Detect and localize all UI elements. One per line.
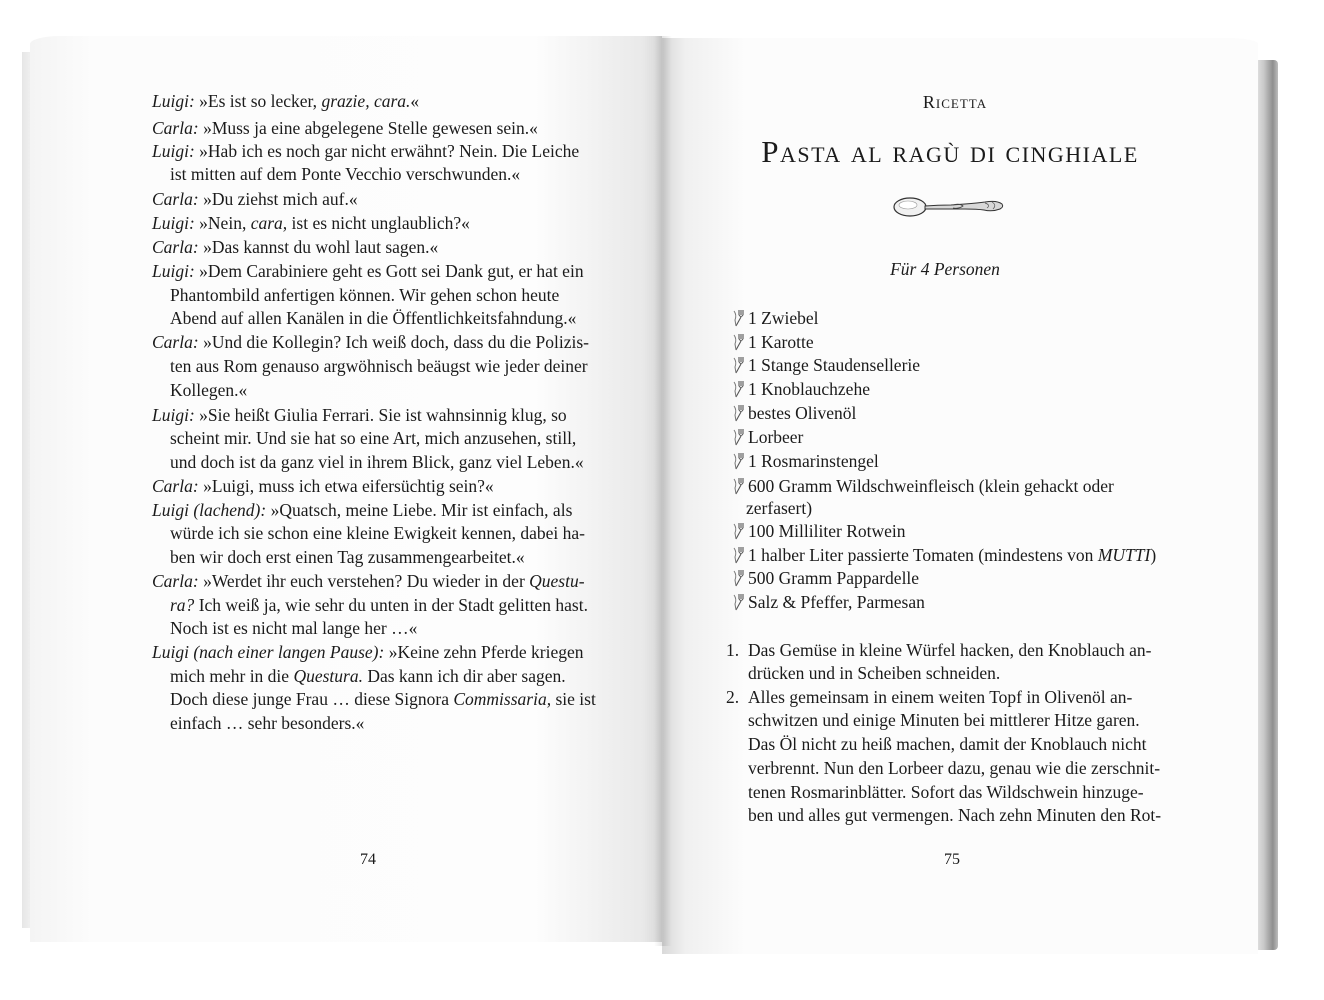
text-line: Phantombild anfertigen können. Wir gehen schon heute xyxy=(170,285,560,305)
list-item: Salz & Pfeffer, Parmesan xyxy=(730,591,925,613)
text-line: Noch ist es nicht mal lange her …« xyxy=(170,618,418,638)
text-line: Abend auf allen Kanälen in die Öffentlichkeitsfahndung.« xyxy=(170,308,577,328)
step-line: verbrennt. Nun den Lorbeer dazu, genau wie die zerschnit- xyxy=(748,758,1161,778)
spoon-icon xyxy=(893,194,1005,220)
step-line: tenen Rosmarinblätter. Sofort das Wildschwein hinzuge- xyxy=(748,782,1144,802)
page-number-left: 74 xyxy=(360,851,376,868)
text-line: Luigi: »Dem Carabiniere geht es Gott sei Dank gut, er hat ein xyxy=(152,261,584,281)
text-line: Carla: »Luigi, muss ich etwa eifersüchtig sein?« xyxy=(152,476,494,496)
list-item: bestes Olivenöl xyxy=(730,402,856,424)
list-item: 1 Zwiebel xyxy=(730,307,818,329)
text-line: ten aus Rom genauso argwöhnisch beäugst wie jeder deiner xyxy=(170,356,588,376)
step-line: schwitzen und einige Minuten bei mittlerer Hitze garen. xyxy=(748,710,1140,730)
fork-icon xyxy=(730,569,746,587)
list-item-continuation: zerfasert) xyxy=(746,498,813,518)
recipe-title: Pasta al ragù di cinghiale xyxy=(761,134,1139,169)
text-line: einfach … sehr besonders.« xyxy=(170,713,365,733)
step-line: Alles gemeinsam in einem weiten Topf in Olivenöl an- xyxy=(748,687,1133,707)
step-line: drücken und in Scheiben schneiden. xyxy=(748,663,1001,683)
text-line: und doch ist da ganz viel in ihrem Blick, ganz viel Leben.« xyxy=(170,452,584,472)
text-line: Luigi: »Nein, cara, ist es nicht unglaublich?« xyxy=(152,213,470,233)
list-item: 100 Milliliter Rotwein xyxy=(730,520,906,542)
step-number: 2. xyxy=(726,687,740,707)
fork-icon xyxy=(730,333,746,351)
text-line: ra? Ich weiß ja, wie sehr du unten in der Stadt gelitten hast. xyxy=(170,595,588,615)
recipe-kicker: Ricetta xyxy=(922,92,988,112)
step-number: 1. xyxy=(726,640,740,660)
text-line: Luigi: »Es ist so lecker, grazie, cara.« xyxy=(152,91,420,111)
step-line: Das Öl nicht zu heiß machen, damit der Knoblauch nicht xyxy=(748,734,1147,754)
text-line: Kollegen.« xyxy=(170,380,248,400)
step-line: Das Gemüse in kleine Würfel hacken, den Knoblauch an- xyxy=(748,640,1152,660)
list-item: 1 Stange Staudensellerie xyxy=(730,354,920,376)
text-line: ist mitten auf dem Ponte Vecchio verschwunden.« xyxy=(170,164,521,184)
list-item: 1 halber Liter passierte Tomaten (mindestens von MUTTI) xyxy=(730,544,1156,566)
text-line: Carla: »Das kannst du wohl laut sagen.« xyxy=(152,237,439,257)
text-line: Luigi: »Sie heißt Giulia Ferrari. Sie ist wahnsinnig klug, so xyxy=(152,405,567,425)
text-line: Luigi (nach einer langen Pause): »Keine zehn Pferde kriegen xyxy=(152,642,584,662)
list-item: 1 Rosmarinstengel xyxy=(730,450,879,472)
text-line: Luigi: »Hab ich es noch gar nicht erwähnt? Nein. Die Leiche xyxy=(152,141,580,161)
text-line: mich mehr in die Questura. Das kann ich dir aber sagen. xyxy=(170,666,566,686)
text-line: Doch diese junge Frau … diese Signora Commissaria, sie ist xyxy=(170,689,596,709)
list-item: 1 Karotte xyxy=(730,331,814,353)
fork-icon xyxy=(730,309,746,327)
text-line: ben wir doch erst einen Tag zusammengearbeitet.« xyxy=(170,547,525,567)
text-line: Carla: »Und die Kollegin? Ich weiß doch, dass du die Polizis- xyxy=(152,332,589,352)
text-line: scheint mir. Und sie hat so eine Art, mich anzusehen, still, xyxy=(170,428,577,448)
text-line: Carla: »Muss ja eine abgelegene Stelle gewesen sein.« xyxy=(152,118,538,138)
text-line: Carla: »Du ziehst mich auf.« xyxy=(152,189,358,209)
servings-label: Für 4 Personen xyxy=(890,259,1000,279)
text-line: Luigi (lachend): »Quatsch, meine Liebe. Mir ist einfach, als xyxy=(152,500,573,520)
list-item: 600 Gramm Wildschweinfleisch (klein gehackt oder xyxy=(730,475,1114,497)
list-item: 500 Gramm Pappardelle xyxy=(730,567,919,589)
page-number-right: 75 xyxy=(944,851,960,868)
fork-icon xyxy=(730,546,746,564)
book-gutter xyxy=(654,36,672,946)
fork-icon xyxy=(730,593,746,611)
text-line: Carla: »Werdet ihr euch verstehen? Du wieder in der Questu- xyxy=(152,571,585,591)
fork-icon xyxy=(730,452,746,470)
list-item: Lorbeer xyxy=(730,426,803,448)
fork-icon xyxy=(730,404,746,422)
fork-icon xyxy=(730,522,746,540)
fork-icon xyxy=(730,356,746,374)
fork-icon xyxy=(730,477,746,495)
list-item: 1 Knoblauchzehe xyxy=(730,378,870,400)
fork-icon xyxy=(730,380,746,398)
step-line: ben und alles gut vermengen. Nach zehn Minuten den Rot- xyxy=(748,805,1162,825)
fork-icon xyxy=(730,428,746,446)
text-line: würde ich sie schon eine kleine Ewigkeit kennen, dabei ha- xyxy=(170,523,585,543)
